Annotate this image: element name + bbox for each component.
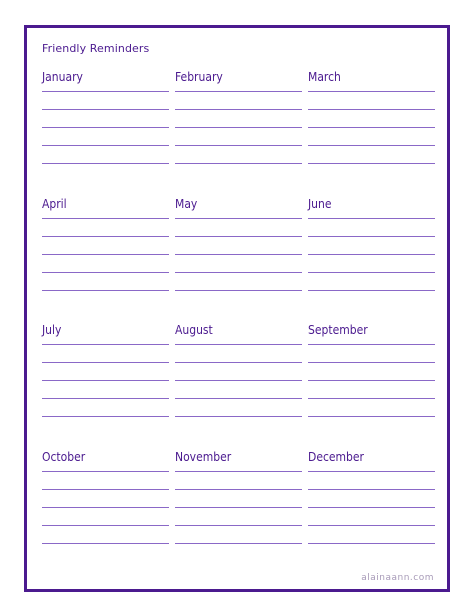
writing-line (175, 236, 302, 237)
writing-line (175, 290, 302, 291)
writing-line (42, 344, 169, 345)
writing-line (308, 416, 435, 417)
writing-line (42, 127, 169, 128)
writing-line (42, 272, 169, 273)
watermark: alainaann.com (361, 573, 434, 583)
month-name: December (308, 450, 364, 464)
writing-line (175, 254, 302, 255)
writing-line (308, 218, 435, 219)
month-name: May (175, 197, 198, 211)
month-name: August (175, 323, 213, 337)
writing-line (42, 525, 169, 526)
month-block-october (42, 446, 169, 556)
writing-line (308, 398, 435, 399)
writing-line (175, 471, 302, 472)
writing-line (42, 145, 169, 146)
writing-line (308, 489, 435, 490)
writing-line (175, 91, 302, 92)
month-name: January (42, 70, 83, 84)
writing-line (175, 145, 302, 146)
writing-line (308, 127, 435, 128)
writing-line (42, 91, 169, 92)
month-grid (42, 66, 435, 566)
writing-line (42, 471, 169, 472)
writing-line (42, 254, 169, 255)
writing-line (42, 543, 169, 544)
writing-line (308, 344, 435, 345)
month-name: February (175, 70, 223, 84)
month-name: November (175, 450, 232, 464)
page-frame (24, 25, 450, 592)
writing-line (308, 525, 435, 526)
writing-line (42, 507, 169, 508)
writing-line (42, 109, 169, 110)
writing-line (308, 543, 435, 544)
month-block-june (308, 193, 435, 303)
writing-line (42, 362, 169, 363)
month-block-january (42, 66, 169, 176)
writing-line (308, 272, 435, 273)
writing-line (42, 163, 169, 164)
writing-line (308, 236, 435, 237)
writing-line (308, 254, 435, 255)
writing-line (42, 380, 169, 381)
writing-line (175, 507, 302, 508)
page-title: Friendly Reminders (42, 42, 150, 55)
writing-line (175, 543, 302, 544)
writing-line (42, 416, 169, 417)
writing-line (308, 380, 435, 381)
month-block-september (308, 319, 435, 429)
writing-line (308, 91, 435, 92)
month-name: October (42, 450, 86, 464)
month-name: June (308, 197, 332, 211)
writing-line (42, 398, 169, 399)
writing-line (308, 290, 435, 291)
writing-line (175, 127, 302, 128)
month-block-august (175, 319, 302, 429)
month-block-july (42, 319, 169, 429)
writing-line (308, 109, 435, 110)
writing-line (175, 218, 302, 219)
writing-line (42, 218, 169, 219)
writing-line (175, 380, 302, 381)
writing-line (175, 398, 302, 399)
month-name: March (308, 70, 341, 84)
writing-line (175, 525, 302, 526)
month-name: September (308, 323, 368, 337)
writing-line (308, 471, 435, 472)
month-block-december (308, 446, 435, 556)
month-block-november (175, 446, 302, 556)
month-block-may (175, 193, 302, 303)
month-block-april (42, 193, 169, 303)
month-name: April (42, 197, 67, 211)
writing-line (175, 416, 302, 417)
writing-line (308, 362, 435, 363)
writing-line (175, 362, 302, 363)
writing-line (175, 344, 302, 345)
writing-line (42, 236, 169, 237)
writing-line (308, 507, 435, 508)
month-name: July (42, 323, 62, 337)
writing-line (175, 272, 302, 273)
writing-line (175, 163, 302, 164)
writing-line (42, 489, 169, 490)
writing-line (175, 489, 302, 490)
month-block-march (308, 66, 435, 176)
writing-line (308, 145, 435, 146)
writing-line (175, 109, 302, 110)
month-block-february (175, 66, 302, 176)
writing-line (308, 163, 435, 164)
writing-line (42, 290, 169, 291)
